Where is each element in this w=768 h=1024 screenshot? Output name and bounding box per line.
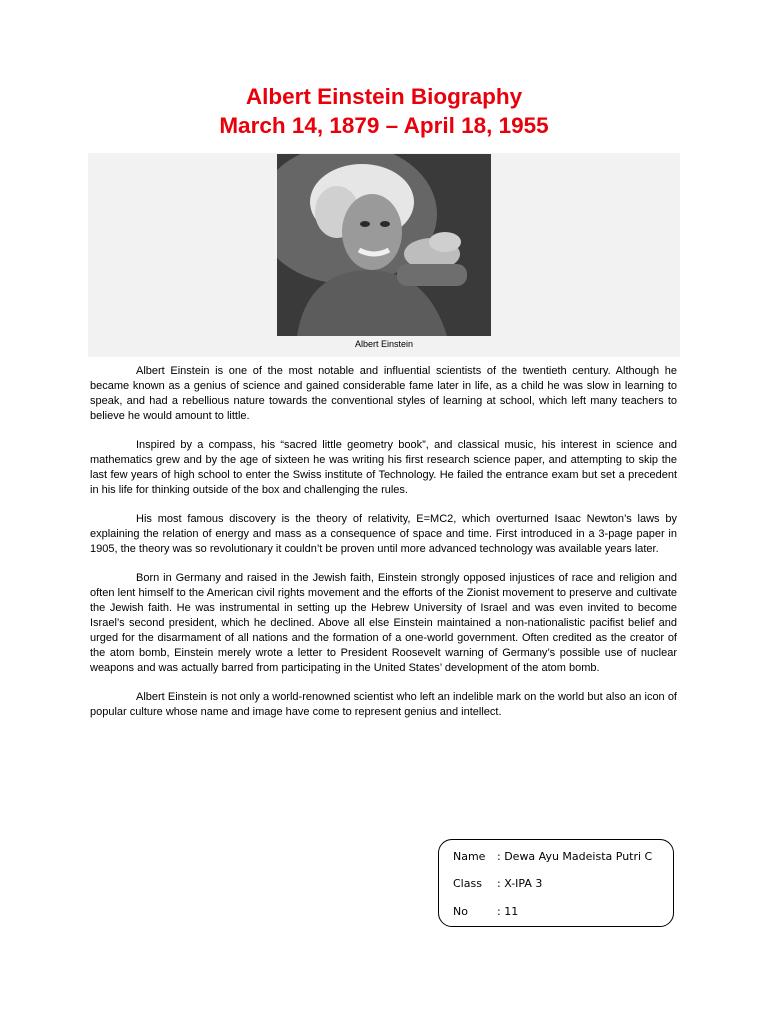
portrait-illustration (277, 154, 491, 336)
name-label: Name (453, 850, 486, 863)
student-info-box (438, 839, 674, 927)
page-title: Albert Einstein Biography (245, 84, 523, 109)
photo-panel (88, 153, 680, 357)
paragraph-2: Inspired by a compass, his “sacred little geometry book”, and classical music, his interest in science and mathematics grew and by the age of sixteen he was writing his first research science paper, and attempting to skip the last few years of high school to enter the Swiss institute of Technology. He failed the entrance exam but set a precedent in his life for thinking outside of the box and challenging the rules. (90, 439, 677, 496)
einstein-portrait-image (277, 154, 491, 336)
paragraph-3: His most famous discovery is the theory of relativity, E=MC2, which overturned Isaac Newton’s laws by explaining the relation of energy and mass as a consequence of space and time. First introduced in a 3-page paper in 1905, the theory was so revolutionary it couldn’t be proven until more advanced technology was available years later. (90, 513, 677, 555)
class-value: : X-IPA 3 (497, 877, 543, 890)
paragraph-4: Born in Germany and raised in the Jewish faith, Einstein strongly opposed injustices of race and religion and often lent himself to the American civil rights movement and the efforts of the Zionist movement to preserve and cultivate the Jewish faith. He was instrumental in setting up the Hebrew University of Israel and was even invited to become Israel’s second president, which he declined. Above all else Einstein maintained a non-nationalistic pacifist belief and urged for the disarmament of all nations and the formation of a one-world government. Often credited as the creator of the atom bomb, Einstein merely wrote a letter to President Roosevelt warning of Germany’s possible use of nuclear weapons and was actually barred from participating in the United States’ development of the atom bomb. (90, 572, 677, 674)
photo-caption: Albert Einstein (354, 339, 414, 349)
number-label: No (453, 905, 468, 918)
paragraph-5: Albert Einstein is not only a world-renowned scientist who left an indelible mark on the world but also an icon of popular culture whose name and image have come to represent genius and intellect. (90, 691, 677, 718)
name-value: : Dewa Ayu Madeista Putri C (497, 850, 653, 863)
class-label: Class (453, 877, 482, 890)
life-dates: March 14, 1879 – April 18, 1955 (219, 113, 549, 138)
paragraph-1: Albert Einstein is one of the most notable and influential scientists of the twentieth century. Although he became known as a genius of science and gained considerable fame later in life, as a child he was slow in learning to speak, and had a rebellious nature towards the conventional styles of learning at school, which left many teachers to believe he would amount to little. (90, 365, 677, 422)
number-value: : 11 (497, 905, 519, 918)
biography-text (90, 364, 677, 734)
